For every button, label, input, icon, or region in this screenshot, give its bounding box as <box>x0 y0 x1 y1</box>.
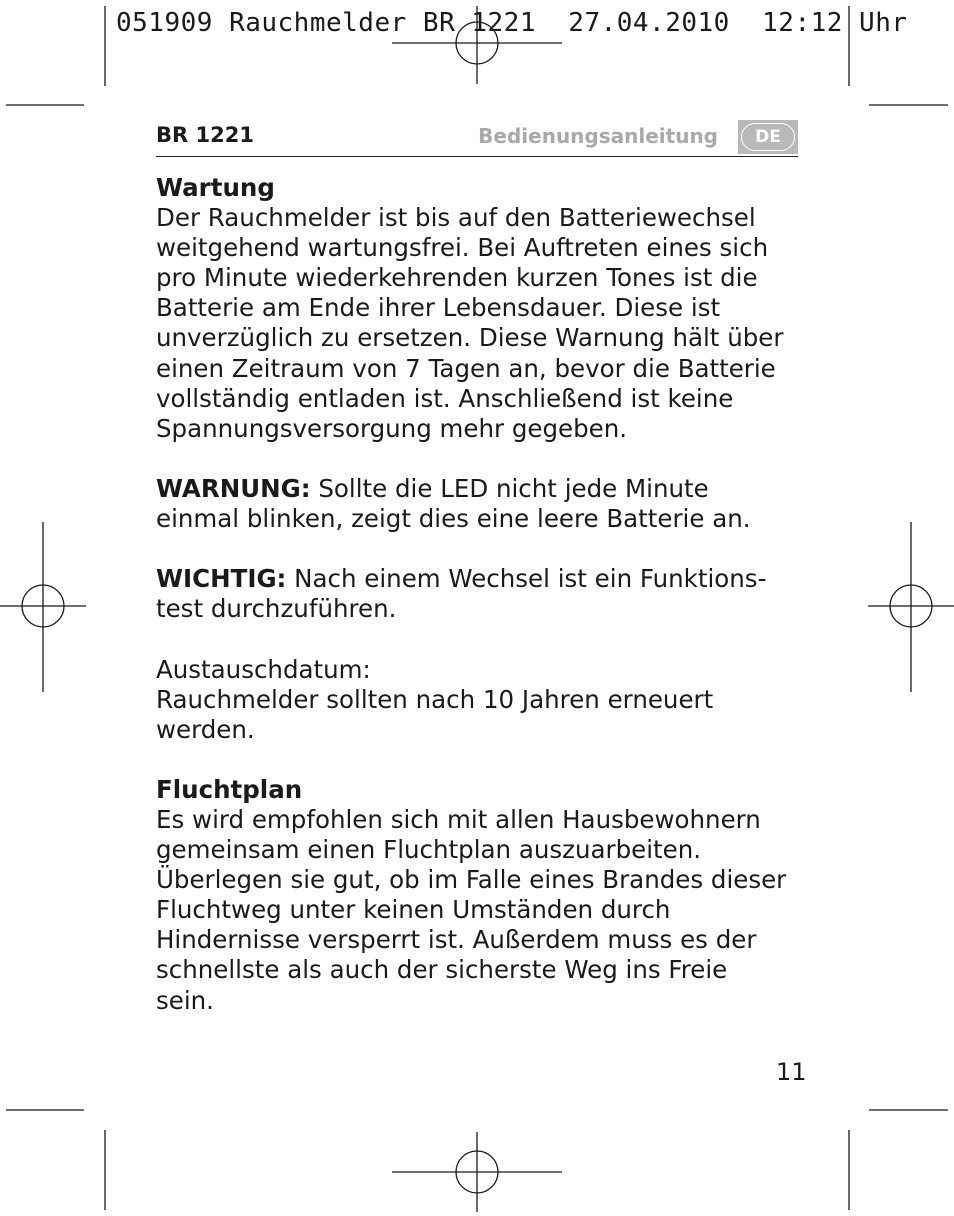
print-slug: 051909 Rauchmelder BR 1221 27.04.2010 12:12 Uhr <box>116 8 908 38</box>
document-type: Bedienungsanleitung <box>478 124 718 148</box>
paragraph-line: Fluchtweg unter keinen Umständen durch <box>156 895 671 925</box>
language-badge <box>738 120 798 154</box>
paragraph-line: sein. <box>156 985 214 1015</box>
page-header <box>156 120 798 157</box>
paragraph-line: einen Zeitraum von 7 Tagen an, bevor die Batterie <box>156 353 776 383</box>
registration-mark-bottom <box>392 1132 562 1212</box>
paragraph-line: werden. <box>156 714 255 744</box>
paragraph-line: Sollte die LED nicht jede Minute <box>310 473 709 503</box>
paragraph-line: Hindernisse versperrt ist. Außerdem muss es der <box>156 925 757 955</box>
paragraph-line: schnellste als auch der sicherste Weg ins Freie <box>156 955 728 985</box>
paragraph-line: Es wird empfohlen sich mit allen Hausbewohnern <box>156 804 761 834</box>
paragraph-line: weitgehend wartungsfrei. Bei Auftreten eines sich <box>156 233 769 263</box>
paragraph-line: Spannungsversorgung mehr gegeben. <box>156 413 628 443</box>
replacement-date-label: Austauschdatum: <box>156 654 371 684</box>
important-paragraph <box>156 564 806 594</box>
paragraph-line: einmal blinken, zeigt dies eine leere Batterie an. <box>156 504 751 534</box>
paragraph-line: unverzüglich zu ersetzen. Diese Warnung hält über <box>156 323 784 353</box>
paragraph-line: Der Rauchmelder ist bis auf den Batteriewechsel <box>156 203 756 233</box>
important-label: WICHTIG: <box>156 564 287 594</box>
paragraph-line: Nach einem Wechsel ist ein Funktions- <box>286 564 767 594</box>
warning-paragraph <box>156 474 806 504</box>
registration-mark-left <box>0 522 86 692</box>
section-heading-fluchtplan: Fluchtplan <box>156 774 303 804</box>
page-number: 11 <box>776 1058 807 1086</box>
paragraph-line: Überlegen sie gut, ob im Falle eines Brandes dieser <box>156 865 787 895</box>
registration-mark-top <box>392 6 562 84</box>
model-title: BR 1221 <box>156 123 254 147</box>
section-heading-wartung: Wartung <box>156 173 275 202</box>
paragraph-line: Rauchmelder sollten nach 10 Jahren erneuert <box>156 684 714 714</box>
warning-label: WARNUNG: <box>156 473 311 503</box>
registration-mark-right <box>868 522 954 692</box>
paragraph-line: vollständig entladen ist. Anschließend ist keine <box>156 383 734 413</box>
main-content <box>156 173 806 1016</box>
language-badge-label: DE <box>741 123 795 151</box>
paragraph-line: Batterie am Ende ihrer Lebensdauer. Diese ist <box>156 293 721 323</box>
paragraph-line: gemeinsam einen Fluchtplan auszuarbeiten. <box>156 835 702 865</box>
paragraph-line: test durchzuführen. <box>156 594 397 624</box>
paragraph-line: pro Minute wiederkehrenden kurzen Tones ist die <box>156 263 758 293</box>
